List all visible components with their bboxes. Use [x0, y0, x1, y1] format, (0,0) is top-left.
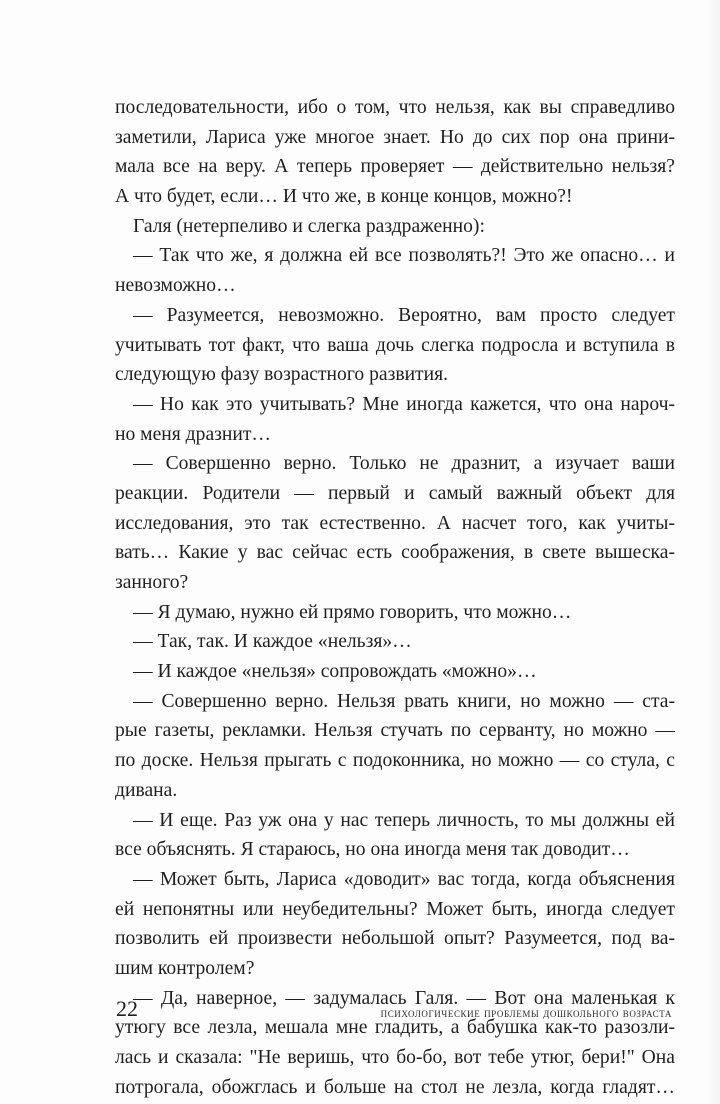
page-number: 22	[116, 996, 138, 1021]
text-line: — Я думаю, нужно ей прямо говорить, что можно…	[133, 601, 572, 623]
text-line: — Разумеется, невозможно. Вероятно, вам просто следует	[133, 304, 675, 326]
text-line: учитывать тот факт, что ваша дочь слегка подросла и вступила в	[115, 334, 675, 356]
text-line: рые газеты, рекламки. Нельзя стучать по серванту, но можно —	[115, 720, 675, 742]
text-line: вать… Какие у вас сейчас есть соображения, в свете вышеска-	[115, 542, 675, 564]
text-line: следующую фазу возрастного развития.	[115, 364, 449, 386]
text-line: утюгу все лезла, мешала мне гладить, а бабушка как-то разозли-	[115, 1017, 675, 1039]
running-title: психологические проблемы дошкольного возраста	[380, 1006, 672, 1020]
text-line: занного?	[115, 572, 189, 593]
text-line: — И каждое «нельзя» сопровождать «можно»…	[133, 661, 537, 683]
text-line: — Совершенно верно. Нельзя рвать книги, но можно — ста-	[133, 690, 675, 712]
text-line: А что будет, если… И что же, в конце концов, можно?!	[115, 186, 573, 208]
text-line: — Но как это учитывать? Мне иногда кажется, что она нароч-	[133, 393, 675, 415]
text-line: реакции. Родители — первый и самый важный объект для	[115, 482, 675, 504]
text-line: шим контролем?	[115, 957, 255, 979]
text-line: — Так что же, я должна ей все позволять?! Это же опасно… и	[133, 245, 675, 267]
text-line: по доске. Нельзя прыгать с подоконника, но можно — со стула, с	[115, 750, 675, 772]
text-line: ей непонятны или неубедительны? Может быть, иногда следует	[115, 898, 675, 920]
text-line: — Так, так. И каждое «нельзя»…	[133, 631, 412, 653]
text-line: потрогала, обожглась и больше на стол не лезла, когда гладят…	[115, 1076, 675, 1098]
text-line: — И еще. Раз уж она у нас теперь личность, то мы должны ей	[133, 809, 675, 831]
text-line: Галя (нетерпеливо и слегка раздраженно):	[133, 215, 485, 237]
text-line: но меня дразнит…	[115, 423, 272, 445]
text-line: — Может быть, Лариса «доводит» вас тогда, когда объяснения	[133, 868, 675, 890]
body-text	[115, 93, 675, 1102]
text-line: исследования, это так естественно. А насчет того, как учиты-	[115, 512, 675, 534]
text-line: дивана.	[115, 779, 178, 801]
text-line: лась и сказала: "Не веришь, что бо-бо, вот тебе утюг, бери!" Она	[115, 1047, 675, 1068]
text-line: позволить ей произвести небольшой опыт? Разумеется, под ва-	[115, 928, 675, 950]
text-line: последовательности, ибо о том, что нельзя, как вы справедливо	[115, 97, 675, 118]
text-line: все объяснять. Я стараюсь, но она иногда меня так доводит…	[115, 839, 630, 861]
text-line: заметили, Лариса уже многое знает. Но до сих пор она прини-	[115, 126, 675, 148]
text-line: мала все на веру. А теперь проверяет — действительно нельзя?	[115, 156, 675, 178]
text-line: невозможно…	[115, 275, 236, 297]
text-line: — Совершенно верно. Только не дразнит, а изучает ваши	[133, 453, 675, 475]
page-edge-shadow	[706, 0, 720, 1104]
text-line: — Да, наверное, — задумалась Галя. — Вот она маленькая к	[133, 987, 675, 1009]
